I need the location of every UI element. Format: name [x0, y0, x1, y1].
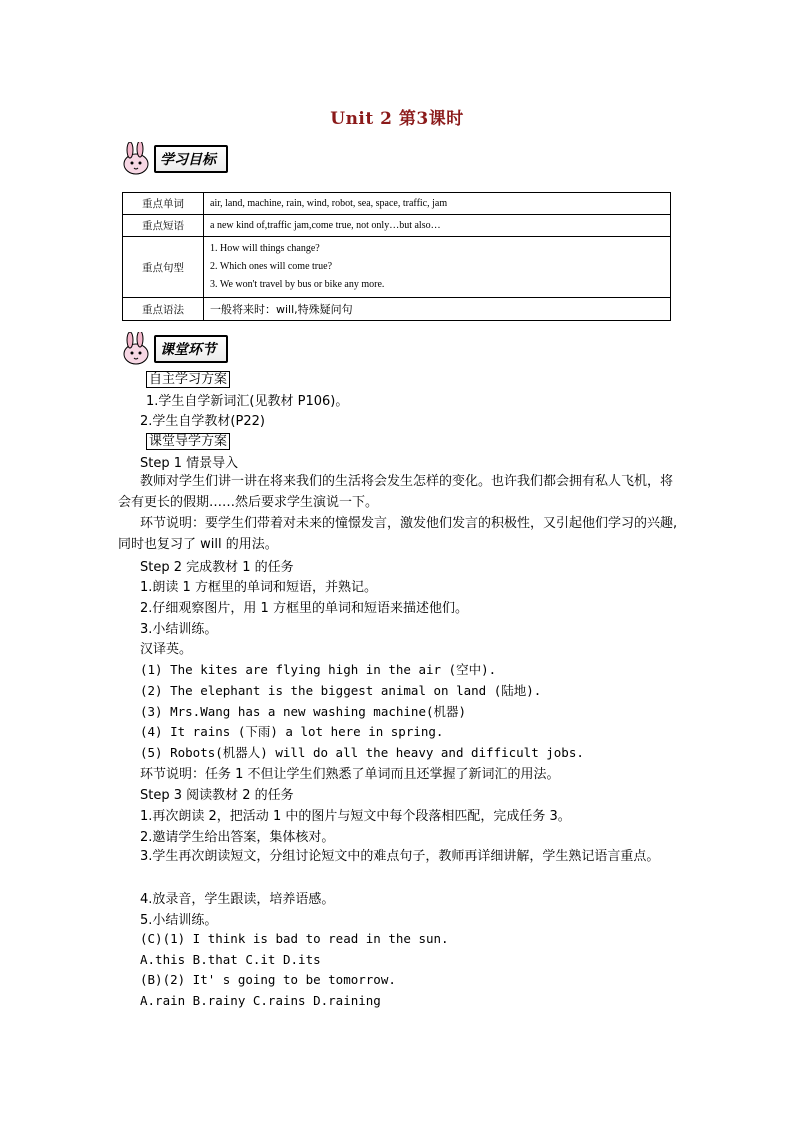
objectives-banner	[118, 142, 228, 176]
rabbit-icon	[118, 142, 154, 176]
table-key: 重点句型	[123, 237, 204, 298]
table-row	[123, 215, 671, 237]
question-line: (C)(1) I think is bad to read in the sun.	[140, 931, 449, 946]
text-line: 汉译英。	[140, 642, 193, 657]
table-key: 重点短语	[123, 215, 204, 237]
text-line: 3.小结训练。	[140, 622, 218, 637]
class-banner	[118, 332, 228, 366]
table-value	[204, 237, 671, 298]
exercise-line: (2) The elephant is the biggest animal on land (陆地).	[140, 683, 542, 698]
paragraph: 3.学生再次朗读短文，分组讨论短文中的难点句子，教师再详细讲解，学生熟记语言重点。	[140, 849, 660, 864]
sentence-line: 3. We won't travel by bus or bike any more.	[210, 279, 385, 290]
options-line: A.rain B.rainy C.rains D.raining	[140, 993, 381, 1008]
page-title: Unit 2 第3课时	[330, 109, 464, 129]
sentence-line: 1. How will things change?	[210, 243, 320, 254]
text-line: 2.学生自学教材(P22)	[140, 414, 265, 429]
table-value: 一般将来时：will,特殊疑问句	[204, 298, 671, 321]
text-line: 2.仔细观察图片，用 1 方框里的单词和短语来描述他们。	[140, 601, 468, 616]
self-plan-heading: 自主学习方案	[146, 371, 230, 388]
text-line: 1.学生自学新词汇(见教材 P106)。	[146, 394, 349, 409]
exercise-line: (1) The kites are flying high in the air (空中).	[140, 662, 497, 677]
text-line: 1.朗读 1 方框里的单词和短语，并熟记。	[140, 580, 377, 595]
guide-plan-heading: 课堂导学方案	[146, 433, 230, 450]
objectives-table	[122, 192, 671, 321]
options-line: A.this B.that C.it D.its	[140, 952, 321, 967]
sentence-line: 2. Which ones will come true?	[210, 261, 333, 272]
rabbit-icon	[118, 332, 154, 366]
table-row	[123, 298, 671, 321]
table-value: air, land, machine, rain, wind, robot, sea, space, traffic, jam	[204, 193, 671, 215]
text-line: 1.再次朗读 2，把活动 1 中的图片与短文中每个段落相匹配，完成任务 3。	[140, 809, 571, 824]
table-row	[123, 193, 671, 215]
objectives-banner-label: 学习目标	[154, 145, 228, 173]
text-line: 2.邀请学生给出答案，集体核对。	[140, 830, 335, 845]
text-line: 环节说明：任务 1 不但让学生们熟悉了单词而且还掌握了新词汇的用法。	[140, 767, 560, 782]
paragraph: 环节说明：要学生们带着对未来的憧憬发言，激发他们发言的积极性，又引起他们学习的兴趣,同时也复习了 will 的用法。	[118, 516, 678, 552]
table-key: 重点语法	[123, 298, 204, 321]
class-banner-label: 课堂环节	[154, 335, 228, 363]
table-key: 重点单词	[123, 193, 204, 215]
step-heading: Step 2 完成教材 1 的任务	[140, 560, 294, 575]
exercise-line: (4) It rains (下雨) a lot here in spring.	[140, 724, 444, 739]
step-heading: Step 1 情景导入	[140, 456, 239, 471]
question-line: (B)(2) It' s going to be tomorrow.	[140, 972, 396, 987]
table-row	[123, 237, 671, 298]
step-heading: Step 3 阅读教材 2 的任务	[140, 788, 294, 803]
exercise-line: (3) Mrs.Wang has a new washing machine(机器)	[140, 704, 467, 719]
text-line: 5.小结训练。	[140, 913, 218, 928]
paragraph: 教师对学生们讲一讲在将来我们的生活将会发生怎样的变化。也许我们都会拥有私人飞机，将会有更长的假期……然后要求学生演说一下。	[118, 474, 674, 510]
table-value: a new kind of,traffic jam,come true, not only…but also…	[204, 215, 671, 237]
exercise-line: (5) Robots(机器人) will do all the heavy and difficult jobs.	[140, 745, 584, 760]
text-line: 4.放录音，学生跟读，培养语感。	[140, 892, 335, 907]
